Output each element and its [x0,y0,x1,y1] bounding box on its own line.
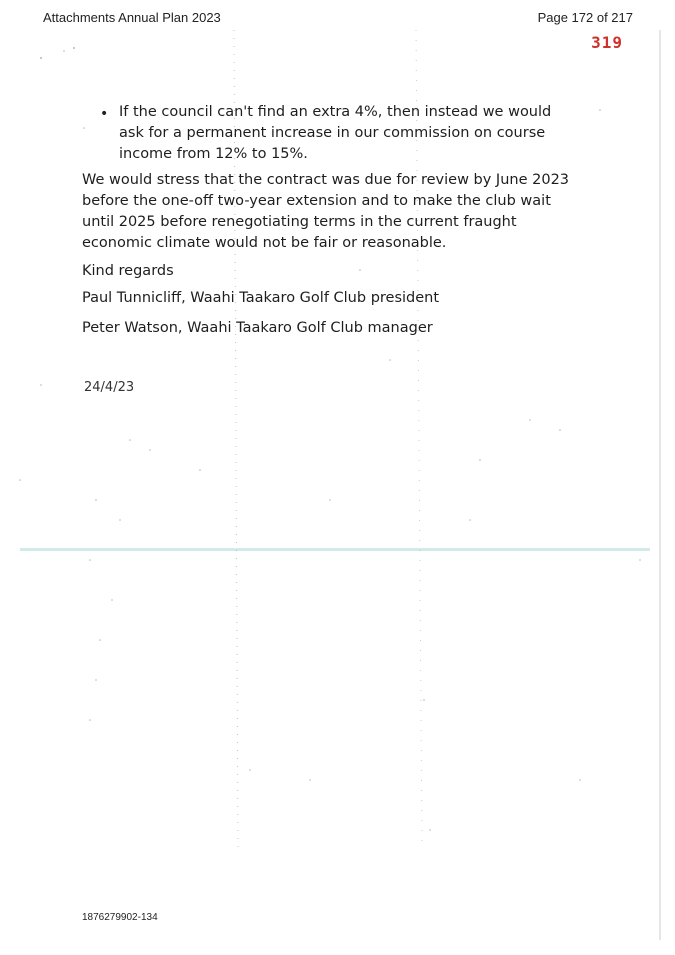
page-header-title: Attachments Annual Plan 2023 [43,10,221,25]
letter-bullet-text: If the council can't find an extra 4%, then instead we would ask for a permanent increase in our commission on course income from 12% to 15%. [119,104,552,162]
page-number: Page 172 of 217 [537,10,633,25]
letter-bullet-item [100,102,570,165]
letter-signatory-president: Paul Tunnicliff, Waahi Taakaro Golf Club president [82,290,440,306]
document-stamp-number: 319 [591,33,623,52]
bullet-dot-icon: • [100,106,109,122]
document-id-footer: 1876279902-134 [82,912,158,923]
letter-body-paragraph: We would stress that the contract was due for review by June 2023 before the one-off two-year extension and to make the club wait until 2025 before renegotiating terms in the current fraught economic climate would not be fair or reasonable. [82,172,570,251]
letter-date: 24/4/23 [84,380,135,395]
letter-closing: Kind regards [82,263,174,279]
letter-signatory-manager: Peter Watson, Waahi Taakaro Golf Club manager [82,320,433,336]
